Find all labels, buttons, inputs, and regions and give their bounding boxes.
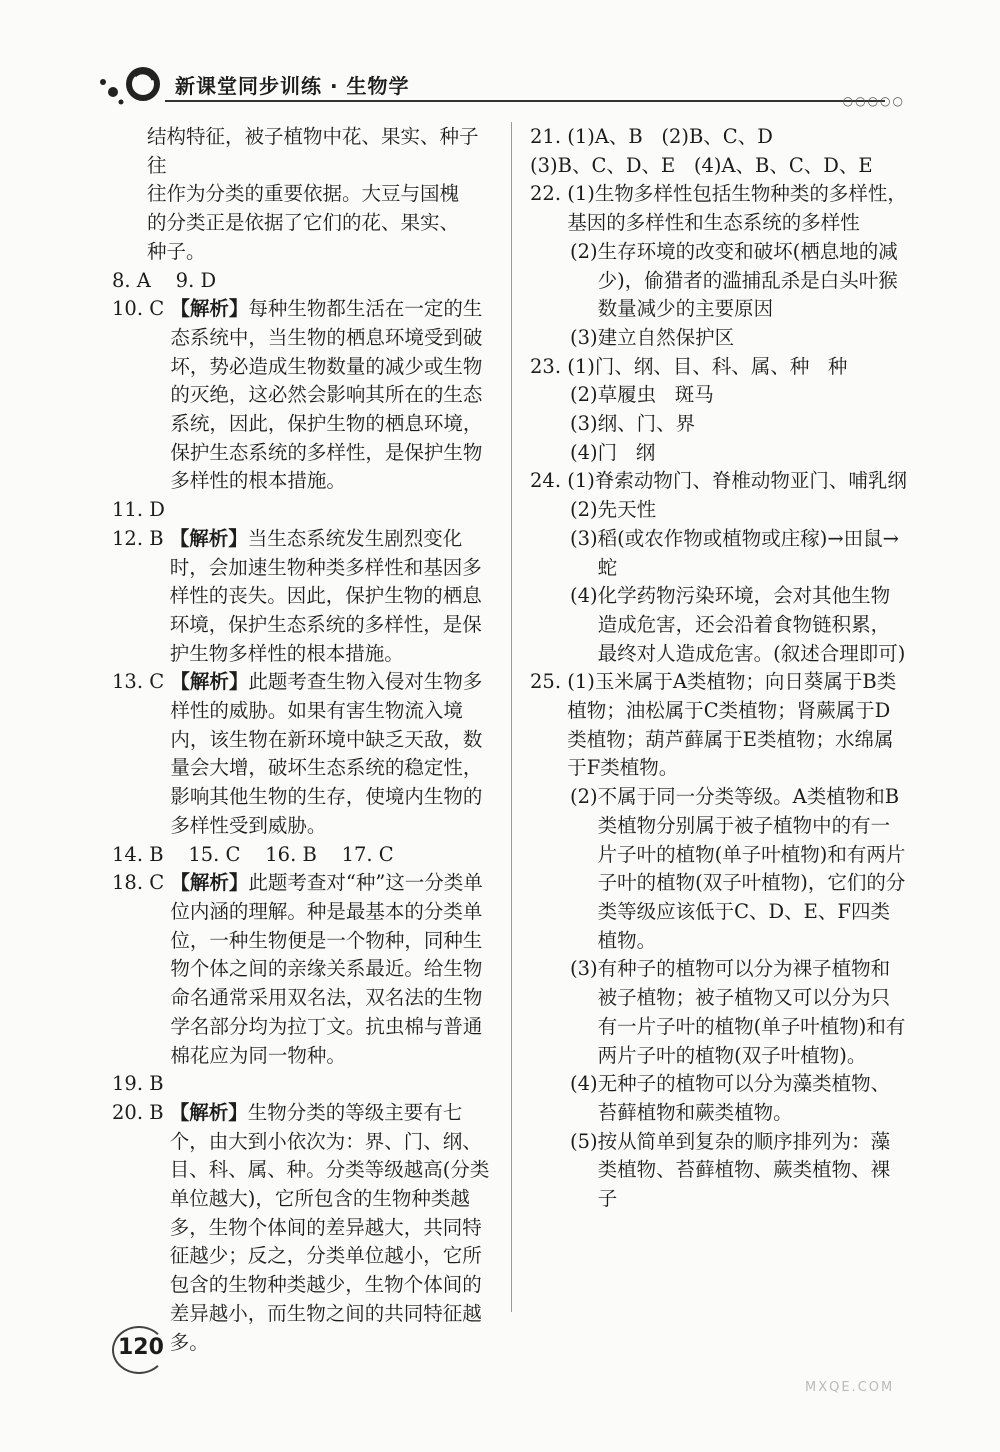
- answer-13: [112, 668, 496, 840]
- answer-body: (1)生物多样性包括生物种类的多样性，基因的多样性和生态系统的多样性: [567, 182, 907, 235]
- answer-number: 12. B: [112, 526, 170, 550]
- analysis-tag: 【解析】: [170, 670, 249, 694]
- sub-answer: [530, 439, 908, 468]
- text-line: (3)B、C、D、E (4)A、B、C、D、E: [530, 153, 873, 177]
- answer-number: 18. C: [112, 871, 171, 895]
- analysis-text: 此题考查生物入侵对生物多样性的威胁。如果有害生物流入境内，该生物在新环境中缺乏天敌，数量会大增，破坏生态系统的稳定性，影响其他生物的生存，使境内生物的多样性受到威胁。: [170, 670, 483, 837]
- answer-number: 23.: [530, 354, 568, 378]
- sub-answer: [530, 238, 908, 324]
- sub-answer: [530, 525, 908, 582]
- sub-answer: [530, 1128, 908, 1214]
- answer-body: [170, 1099, 496, 1357]
- sub-text: (3)纲、门、界: [570, 412, 696, 436]
- sub-label: (2): [570, 785, 598, 809]
- sub-answer: [530, 496, 908, 525]
- answer-body: [170, 525, 496, 669]
- answer-body: [170, 869, 496, 1070]
- sub-answer: [530, 410, 908, 439]
- analysis-text: 当生态系统发生剧烈变化时，会加速生物种类多样性和基因多样性的丧失。因此，保护生物的栖息环境，保护生态系统的多样性，是保护生物多样性的根本措施。: [169, 526, 482, 665]
- text-line: 往作为分类的重要依据。大豆与国槐: [147, 182, 460, 206]
- column-divider: [511, 122, 512, 1312]
- answer-21: [530, 123, 908, 152]
- answer-12: [112, 525, 496, 669]
- sub-text: (2)草履虫 斑马: [570, 383, 714, 407]
- answer-23: [530, 353, 908, 382]
- answer-number: 22.: [530, 182, 568, 206]
- page-number: 120: [118, 1335, 164, 1360]
- page-header: [95, 58, 905, 108]
- analysis-tag: 【解析】: [170, 297, 249, 321]
- book-logo-icon: [95, 62, 165, 106]
- sub-text: 生存环境的改变和破坏(栖息地的减少)，偷猎者的滥捕乱杀是白头叶猴数量减少的主要原因: [597, 239, 898, 321]
- watermark: MXQE.COM: [805, 1380, 895, 1395]
- answer-body: (1)玉米属于A类植物；向日葵属于B类植物；油松属于C类植物；肾蕨属于D类植物；葫芦藓属于E类植物；水绵属于F类植物。: [567, 670, 897, 780]
- sub-text: 先天性: [597, 498, 657, 522]
- answer-body: [170, 668, 496, 840]
- sub-answer: [530, 324, 908, 353]
- answer-body: [170, 295, 496, 496]
- sub-label: (4): [570, 1072, 598, 1096]
- analysis-tag: 【解析】: [169, 526, 248, 550]
- sub-answer: [530, 1070, 908, 1127]
- analysis-text: 生物分类的等级主要有七个，由大到小依次为：界、门、纲、目、科、属、种。分类等级越高(分类单位越大)，它所包含的生物种类越多，生物个体间的差异越大，共同特征越少；反之，分类单位越小，它所包含的生物种类越少，生物个体间的差异越小，而生物之间的共同特征越多。: [169, 1100, 490, 1354]
- sub-text: 稻(或农作物或植物或庄稼)→田鼠→蛇: [597, 526, 900, 579]
- answer-body: [567, 123, 908, 152]
- answer-11: 11. D: [112, 498, 165, 522]
- analysis-tag: 【解析】: [169, 1100, 248, 1124]
- sub-label: (4): [570, 584, 598, 608]
- sub-label: (2): [570, 239, 598, 263]
- answer-19: 19. B: [112, 1072, 164, 1096]
- answer-number: 13. C: [112, 670, 171, 694]
- answer-body: (1)脊索动物门、脊椎动物亚门、哺乳纲: [567, 469, 907, 493]
- sub-text: 化学药物污染环境，会对其他生物造成危害，还会沿着食物链积累，最终对人造成危害。(叙述合理即可): [597, 584, 906, 665]
- answer-number: 21.: [530, 125, 568, 148]
- left-column: [112, 123, 496, 1357]
- right-column: [530, 123, 908, 1214]
- answer-18: [112, 869, 496, 1070]
- answer-25: [530, 668, 908, 783]
- sub-answer: [530, 381, 908, 410]
- answer-continuation: [112, 123, 496, 267]
- analysis-text: 此题考查对“种”这一分类单位内涵的理解。种是最基本的分类单位，一种生物便是一个物种，同种生物个体之间的亲缘关系最近。给生物命名通常采用双名法，双名法的生物学名部分均为拉丁文。抗虫棉与普通棉花应为同一物种。: [170, 871, 483, 1067]
- sub-text: 不属于同一分类等级。A类植物和B类植物分别属于被子植物中的有一片子叶的植物(单子叶植物)和有两片子叶的植物(双子叶植物)，它们的分类等级应该低于C、D、E、F四类植物。: [597, 785, 906, 952]
- answer-body: (1)门、纲、目、科、属、种 种: [567, 354, 848, 378]
- answer-number: 10. C: [112, 297, 171, 321]
- sub-label: (3): [570, 526, 598, 550]
- sub-answer: [530, 955, 908, 1070]
- text-line: 结构特征，被子植物中花、果实、种子往: [147, 125, 479, 177]
- text-line: 种子。: [147, 239, 206, 263]
- sub-text: 有种子的植物可以分为裸子植物和被子植物；被子植物又可以分为只有一片子叶的植物(单子叶植物)和有两片子叶的植物(双子叶植物)。: [597, 957, 906, 1067]
- sub-label: (5): [570, 1129, 598, 1153]
- answer-10: [112, 295, 496, 496]
- answer-20: [112, 1099, 496, 1357]
- answer-number: 24.: [530, 469, 568, 493]
- sub-text: 按从简单到复杂的顺序排列为：藻类植物、苔藓植物、蕨类植物、裸子: [597, 1129, 891, 1211]
- header-title: 新课堂同步训练 · 生物学: [175, 74, 410, 98]
- sub-answer: [530, 582, 908, 668]
- answer-14-17: 14. B 15. C 16. B 17. C: [112, 842, 394, 866]
- sub-text: (4)门 纲: [570, 440, 656, 464]
- sub-text: 无种子的植物可以分为藻类植物、苔藓植物和蕨类植物。: [597, 1072, 891, 1124]
- answer-24: [530, 467, 908, 496]
- header-rule: [165, 100, 885, 102]
- answer-22: [530, 180, 908, 237]
- sub-answer: [530, 783, 908, 955]
- answer-number: 20. B: [112, 1100, 170, 1124]
- header-dots: ○○○○○: [842, 94, 905, 108]
- sub-text: (3)建立自然保护区: [570, 325, 735, 349]
- analysis-text: 每种生物都生活在一定的生态系统中，当生物的栖息环境受到破坏，势必造成生物数量的减少或生物的灭绝，这必然会影响其所在的生态系统，因此，保护生物的栖息环境，保护生态系统的多样性，是保护生物多样性的根本措施。: [170, 297, 483, 493]
- answer-8-9: 8. A 9. D: [112, 268, 217, 292]
- text-line: (1)A、B (2)B、C、D: [567, 125, 773, 148]
- sub-label: (3): [570, 957, 598, 981]
- text-line: 的分类正是依据了它们的花、果实、: [147, 211, 460, 235]
- sub-label: (2): [570, 498, 598, 522]
- analysis-tag: 【解析】: [170, 871, 249, 895]
- answer-number: 25.: [530, 670, 568, 694]
